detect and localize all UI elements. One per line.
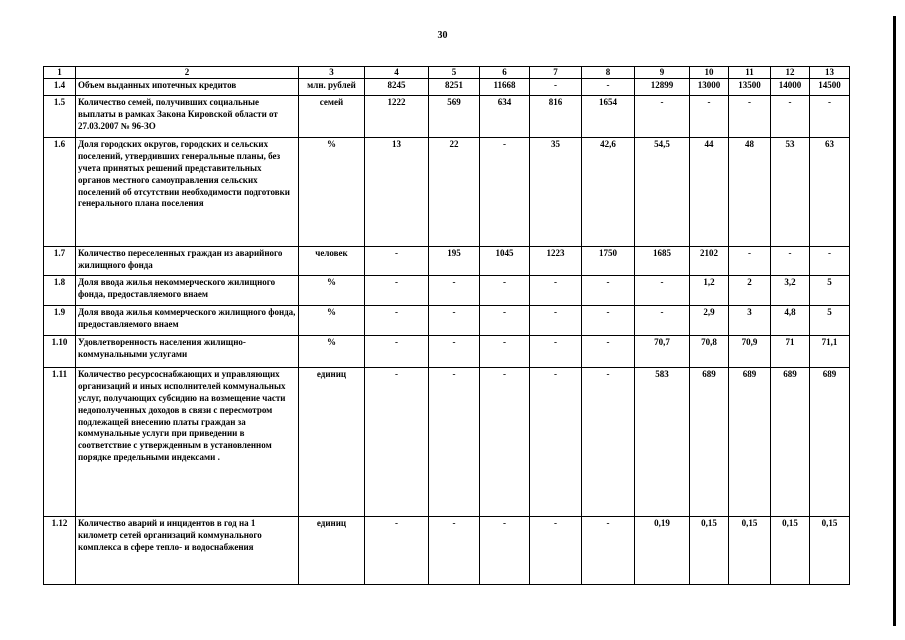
value-cell: 1750 xyxy=(582,247,635,276)
indicator-name: Доля городских округов, городских и сельских поселений, утвердивших генеральные планы, без учета принятых решений представительных органов местного самоуправления сельских поселений об отсутствии необходимости подготовки генерального плана поселения xyxy=(76,138,299,247)
value-cell: 1,2 xyxy=(690,276,729,306)
table-row xyxy=(44,247,850,276)
value-cell: 71 xyxy=(771,336,810,368)
value-cell: 13 xyxy=(365,138,429,247)
value-cell: - xyxy=(429,276,480,306)
unit: семей xyxy=(299,96,365,138)
value-cell: 689 xyxy=(690,368,729,517)
value-cell: - xyxy=(635,276,690,306)
value-cell: 71,1 xyxy=(810,336,850,368)
value-cell: 53 xyxy=(771,138,810,247)
value-cell: - xyxy=(530,336,582,368)
value-cell: 3 xyxy=(729,306,771,336)
value-cell: 634 xyxy=(480,96,530,138)
unit: % xyxy=(299,138,365,247)
table-row xyxy=(44,276,850,306)
indicator-name: Удовлетворенность населения жилищно-коммунальными услугами xyxy=(76,336,299,368)
indicator-name: Количество переселенных граждан из аварийного жилищного фонда xyxy=(76,247,299,276)
value-cell: - xyxy=(530,79,582,96)
value-cell: - xyxy=(729,247,771,276)
value-cell: 583 xyxy=(635,368,690,517)
column-header: 11 xyxy=(729,67,771,79)
value-cell: 14000 xyxy=(771,79,810,96)
value-cell: 2,9 xyxy=(690,306,729,336)
value-cell: 4,8 xyxy=(771,306,810,336)
value-cell: - xyxy=(429,336,480,368)
unit: % xyxy=(299,336,365,368)
value-cell: 2 xyxy=(729,276,771,306)
value-cell: - xyxy=(365,368,429,517)
value-cell: 689 xyxy=(729,368,771,517)
value-cell: - xyxy=(429,368,480,517)
row-number: 1.12 xyxy=(44,517,76,585)
value-cell: 13000 xyxy=(690,79,729,96)
unit: млн. рублей xyxy=(299,79,365,96)
value-cell: 1654 xyxy=(582,96,635,138)
value-cell: - xyxy=(365,276,429,306)
value-cell: 1685 xyxy=(635,247,690,276)
column-header: 5 xyxy=(429,67,480,79)
column-header: 2 xyxy=(76,67,299,79)
value-cell: 22 xyxy=(429,138,480,247)
value-cell: 816 xyxy=(530,96,582,138)
row-number: 1.8 xyxy=(44,276,76,306)
page-number: 30 xyxy=(437,30,448,41)
indicator-name: Количество ресурсоснабжающих и управляющих организаций и иных исполнителей коммунальных услуг, получающих субсидию на возмещение части недополученных доходов в связи с пересмотром подлежащей внесению платы граждан за коммунальные услуги при приведении в соответствие с утвержденным в установленном порядке предельными индексами . xyxy=(76,368,299,517)
value-cell: - xyxy=(582,276,635,306)
value-cell: - xyxy=(480,368,530,517)
value-cell: 0,15 xyxy=(810,517,850,585)
value-cell: - xyxy=(771,247,810,276)
indicator-name: Количество аварий и инцидентов в год на 1 километр сетей организаций коммунального комплекса в сфере тепло- и водоснабжения xyxy=(76,517,299,585)
value-cell: - xyxy=(480,276,530,306)
value-cell: 569 xyxy=(429,96,480,138)
table-row xyxy=(44,336,850,368)
value-cell: 44 xyxy=(690,138,729,247)
value-cell: 70,8 xyxy=(690,336,729,368)
value-cell: - xyxy=(582,306,635,336)
unit: % xyxy=(299,276,365,306)
row-number: 1.9 xyxy=(44,306,76,336)
value-cell: - xyxy=(480,517,530,585)
value-cell: - xyxy=(429,517,480,585)
value-cell: 1045 xyxy=(480,247,530,276)
value-cell: 0,15 xyxy=(771,517,810,585)
row-number: 1.6 xyxy=(44,138,76,247)
row-number: 1.7 xyxy=(44,247,76,276)
table-row xyxy=(44,368,850,517)
table-row xyxy=(44,517,850,585)
value-cell: - xyxy=(810,247,850,276)
column-header: 3 xyxy=(299,67,365,79)
value-cell: 48 xyxy=(729,138,771,247)
row-number: 1.5 xyxy=(44,96,76,138)
value-cell: 195 xyxy=(429,247,480,276)
value-cell: 0,19 xyxy=(635,517,690,585)
indicator-name: Количество семей, получивших социальные выплаты в рамках Закона Кировской области от 27.03.2007 № 96-ЗО xyxy=(76,96,299,138)
row-number: 1.10 xyxy=(44,336,76,368)
value-cell: 689 xyxy=(771,368,810,517)
value-cell: 70,9 xyxy=(729,336,771,368)
column-header: 12 xyxy=(771,67,810,79)
value-cell: - xyxy=(530,276,582,306)
column-header: 9 xyxy=(635,67,690,79)
value-cell: - xyxy=(582,517,635,585)
value-cell: 1222 xyxy=(365,96,429,138)
value-cell: 14500 xyxy=(810,79,850,96)
column-header: 7 xyxy=(530,67,582,79)
value-cell: - xyxy=(365,336,429,368)
column-header: 10 xyxy=(690,67,729,79)
column-header: 1 xyxy=(44,67,76,79)
unit: единиц xyxy=(299,368,365,517)
column-header: 13 xyxy=(810,67,850,79)
value-cell: 5 xyxy=(810,276,850,306)
value-cell: - xyxy=(480,336,530,368)
indicators-table xyxy=(43,66,850,585)
value-cell: - xyxy=(771,96,810,138)
value-cell: 11668 xyxy=(480,79,530,96)
table-row xyxy=(44,138,850,247)
value-cell: - xyxy=(582,368,635,517)
value-cell: 0,15 xyxy=(690,517,729,585)
unit: % xyxy=(299,306,365,336)
value-cell: - xyxy=(530,368,582,517)
value-cell: - xyxy=(582,79,635,96)
value-cell: 54,5 xyxy=(635,138,690,247)
unit: человек xyxy=(299,247,365,276)
value-cell: - xyxy=(365,517,429,585)
value-cell: 8245 xyxy=(365,79,429,96)
value-cell: - xyxy=(810,96,850,138)
value-cell: - xyxy=(480,306,530,336)
column-header: 6 xyxy=(480,67,530,79)
header-row xyxy=(44,67,850,79)
table-row xyxy=(44,96,850,138)
value-cell: - xyxy=(365,247,429,276)
column-header: 8 xyxy=(582,67,635,79)
value-cell: - xyxy=(729,96,771,138)
table-row xyxy=(44,306,850,336)
value-cell: 3,2 xyxy=(771,276,810,306)
value-cell: 0,15 xyxy=(729,517,771,585)
value-cell: 42,6 xyxy=(582,138,635,247)
value-cell: 8251 xyxy=(429,79,480,96)
column-header: 4 xyxy=(365,67,429,79)
value-cell: - xyxy=(530,517,582,585)
row-number: 1.11 xyxy=(44,368,76,517)
value-cell: - xyxy=(365,306,429,336)
value-cell: 689 xyxy=(810,368,850,517)
value-cell: - xyxy=(530,306,582,336)
value-cell: - xyxy=(429,306,480,336)
value-cell: 1223 xyxy=(530,247,582,276)
value-cell: 5 xyxy=(810,306,850,336)
table-row xyxy=(44,79,850,96)
value-cell: - xyxy=(690,96,729,138)
value-cell: 13500 xyxy=(729,79,771,96)
value-cell: 70,7 xyxy=(635,336,690,368)
value-cell: 63 xyxy=(810,138,850,247)
value-cell: 35 xyxy=(530,138,582,247)
indicator-name: Доля ввода жилья некоммерческого жилищного фонда, предоставляемого внаем xyxy=(76,276,299,306)
value-cell: 12899 xyxy=(635,79,690,96)
indicator-name: Доля ввода жилья коммерческого жилищного фонда, предоставляемого внаем xyxy=(76,306,299,336)
value-cell: - xyxy=(582,336,635,368)
indicator-name: Объем выданных ипотечных кредитов xyxy=(76,79,299,96)
row-number: 1.4 xyxy=(44,79,76,96)
unit: единиц xyxy=(299,517,365,585)
page-edge-bar xyxy=(893,16,896,626)
value-cell: - xyxy=(635,96,690,138)
value-cell: 2102 xyxy=(690,247,729,276)
value-cell: - xyxy=(480,138,530,247)
value-cell: - xyxy=(635,306,690,336)
